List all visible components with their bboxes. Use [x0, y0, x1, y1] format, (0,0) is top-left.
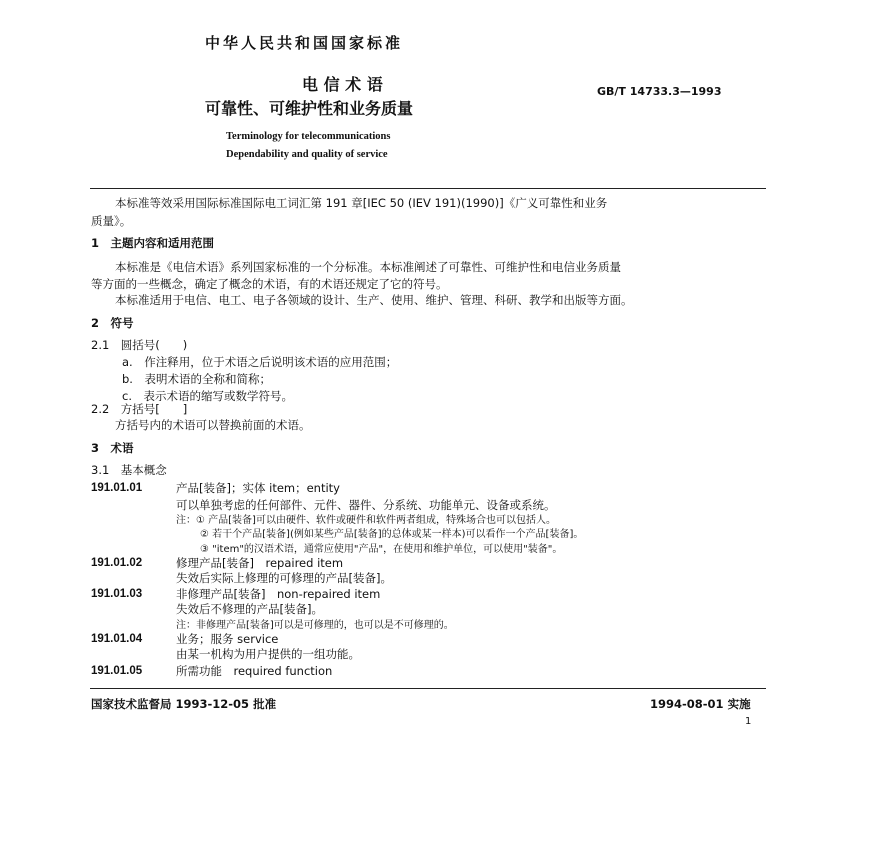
approval-text: 国家技术监督局 1993-12-05 批准 [91, 697, 277, 711]
paragraph-line: 等方面的一些概念，确定了概念的术语，有的术语还规定了它的符号。 [91, 277, 448, 291]
term-name: 产品[装备]；实体 item；entity [176, 481, 340, 495]
subsection-2-2: 2.2 方括号[ ] [91, 402, 188, 416]
term-note: 注：① 产品[装备]可以由硬件、软件或硬件和软件两者组成，特殊场合也可以包括人。 [176, 515, 556, 526]
term-note: 注：非修理产品[装备]可以是可修理的，也可以是不可修理的。 [176, 620, 454, 631]
section-1-heading: 1 主题内容和适用范围 [91, 236, 215, 250]
term-definition: 失效后实际上修理的可修理的产品[装备]。 [176, 571, 392, 585]
list-item: c. 表示术语的缩写或数学符号。 [122, 389, 293, 403]
term-number: 191.01.04 [91, 633, 143, 645]
term-name: 业务；服务 service [176, 632, 279, 646]
paragraph-line: 本标准是《电信术语》系列国家标准的一个分标准。本标准阐述了可靠性、可维护性和电信业务质量 [115, 260, 621, 274]
national-standard-label: 中华人民共和国国家标准 [205, 34, 404, 52]
term-number: 191.01.02 [91, 557, 143, 569]
list-item: a. 作注释用，位于术语之后说明该术语的应用范围； [122, 355, 398, 369]
bottom-divider [90, 688, 766, 689]
subsection-3-1: 3.1 基本概念 [91, 463, 167, 477]
paragraph-line: 本标准适用于电信、电工、电子各领域的设计、生产、使用、维护、管理、科研、教学和出版等方面。 [115, 293, 633, 307]
effective-date: 1994-08-01 实施 [650, 697, 751, 711]
term-note: ③ "item"的汉语术语，通常应使用"产品"，在使用和维护单位，可以使用"装备"。 [200, 544, 563, 555]
term-note: ② 若干个产品[装备](例如某些产品[装备]的总体或某一样本)可以看作一个产品[装备]。 [200, 529, 584, 540]
page-number: 1 [745, 716, 752, 727]
term-number: 191.01.05 [91, 665, 143, 677]
term-definition: 失效后不修理的产品[装备]。 [176, 602, 323, 616]
term-name: 非修理产品[装备] non-repaired item [176, 587, 381, 601]
top-divider [90, 188, 766, 189]
subsection-2-1: 2.1 圆括号( ) [91, 338, 188, 352]
title-en-1: Terminology for telecommunications [226, 131, 391, 142]
intro-line: 质量》。 [91, 214, 132, 228]
term-name: 所需功能 required function [176, 664, 333, 678]
title-en-2: Dependability and quality of service [226, 149, 388, 160]
section-2-heading: 2 符号 [91, 316, 134, 330]
section-3-heading: 3 术语 [91, 441, 134, 455]
intro-line: 本标准等效采用国际标准国际电工词汇第 191 章[IEC 50 (IEV 191)(1990)]《广义可靠性和业务 [115, 196, 608, 210]
title-cn-1: 电 信 术 语 [302, 75, 383, 94]
term-definition: 由某一机构为用户提供的一组功能。 [176, 647, 360, 661]
term-definition: 可以单独考虑的任何部件、元件、器件、分系统、功能单元、设备或系统。 [176, 498, 556, 512]
term-number: 191.01.03 [91, 588, 143, 600]
paragraph-line: 方括号内的术语可以替换前面的术语。 [115, 418, 311, 432]
standard-number: GB/T 14733.3—1993 [597, 85, 722, 98]
term-number: 191.01.01 [91, 482, 143, 494]
title-cn-2: 可靠性、可维护性和业务质量 [205, 99, 414, 118]
list-item: b. 表明术语的全称和简称； [122, 372, 271, 386]
term-name: 修理产品[装备] repaired item [176, 556, 344, 570]
